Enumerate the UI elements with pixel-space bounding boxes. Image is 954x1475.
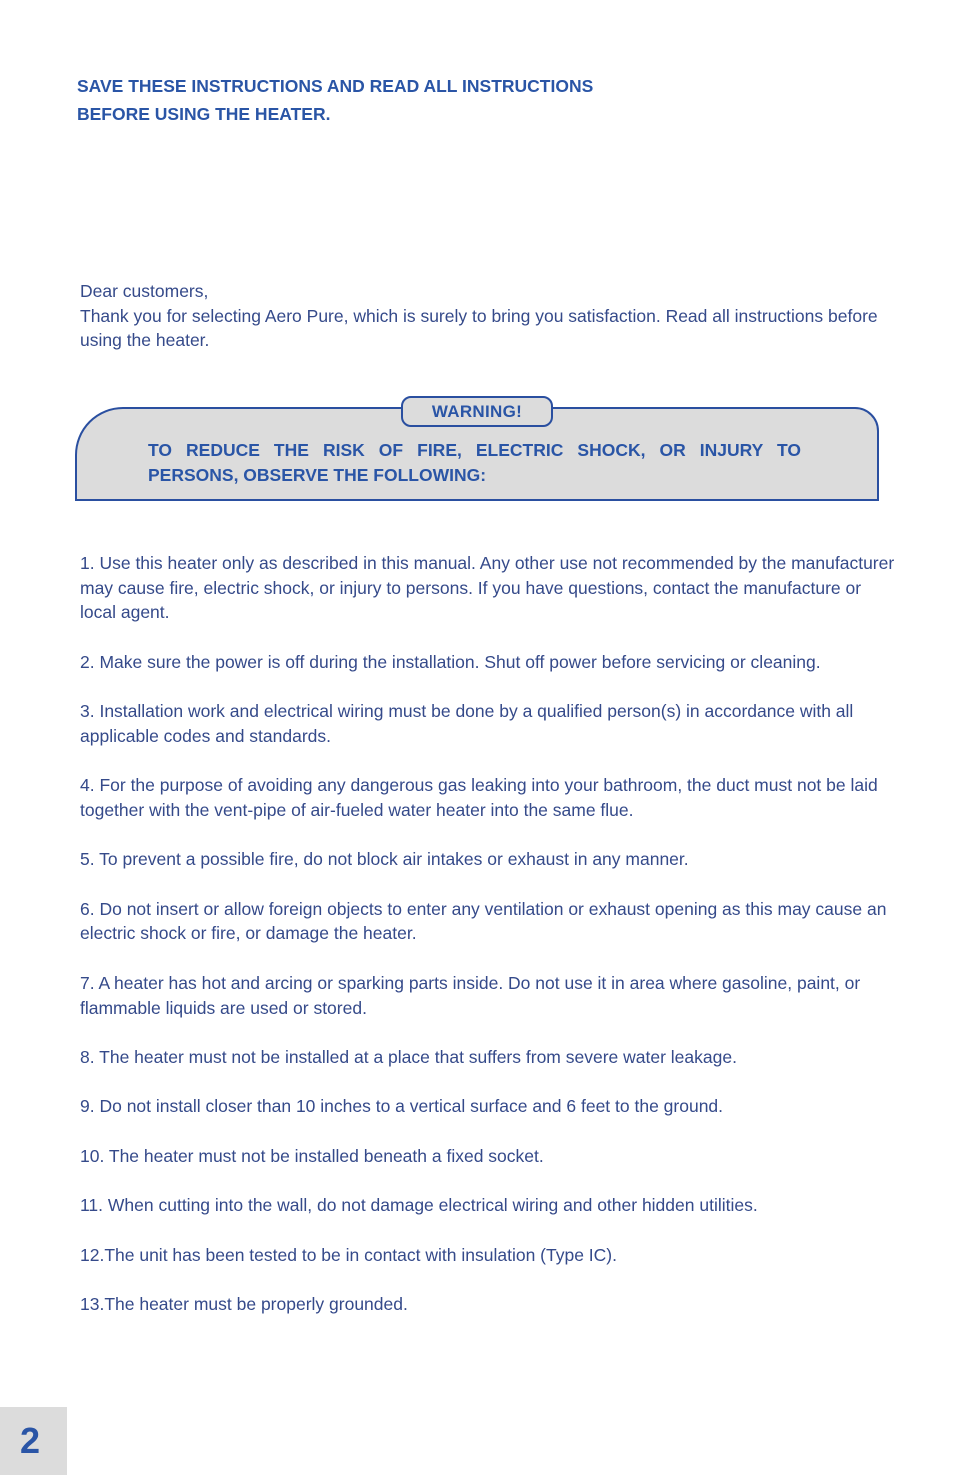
intro-body: Thank you for selecting Aero Pure, which is surely to bring you satisfaction. Read all instructions before using the heater. bbox=[80, 305, 878, 351]
page-number: 2 bbox=[19, 1420, 41, 1461]
instruction-item-8: 8. The heater must not be installed at a place that suffers from severe water leakage. bbox=[80, 1046, 737, 1067]
header-line-1: SAVE THESE INSTRUCTIONS AND READ ALL INSTRUCTIONS bbox=[77, 76, 594, 96]
instruction-item-9: 9. Do not install closer than 10 inches to a vertical surface and 6 feet to the ground. bbox=[80, 1096, 724, 1117]
instruction-item-5: 5. To prevent a possible fire, do not block air intakes or exhaust in any manner. bbox=[80, 849, 689, 870]
intro-section bbox=[80, 279, 900, 353]
header-line-2: BEFORE USING THE HEATER. bbox=[77, 104, 331, 124]
instruction-list bbox=[80, 551, 895, 1341]
intro-greeting: Dear customers, bbox=[80, 281, 209, 301]
instruction-item-7: 7. A heater has hot and arcing or sparking parts inside. Do not use it in area where gasoline, paint, or flammable liquids are used or stored. bbox=[80, 972, 861, 1018]
instruction-item-11: 11. When cutting into the wall, do not damage electrical wiring and other hidden utilities. bbox=[80, 1195, 758, 1216]
instruction-item-10: 10. The heater must not be installed beneath a fixed socket. bbox=[80, 1145, 544, 1166]
warning-text: TO REDUCE THE RISK OF FIRE, ELECTRIC SHOCK, OR INJURY TO PERSONS, OBSERVE THE FOLLOWING: bbox=[148, 440, 801, 485]
instruction-item-6: 6. Do not insert or allow foreign objects to enter any ventilation or exhaust opening as this may cause an electric shock or fire, or damage the heater. bbox=[80, 898, 887, 944]
instruction-item-4: 4. For the purpose of avoiding any dangerous gas leaking into your bathroom, the duct must not be laid together with the vent-pipe of air-fueled water heater into the same flue. bbox=[80, 775, 878, 820]
instruction-item-13: 13.The heater must be properly grounded. bbox=[80, 1293, 408, 1314]
instruction-item-1: 1. Use this heater only as described in this manual. Any other use not recommended by the manufacturer may cause fire, electric shock, or injury to persons. If you have questions, contact the manufacture or local agent. bbox=[80, 553, 895, 623]
instruction-item-2: 2. Make sure the power is off during the installation. Shut off power before servicing or cleaning. bbox=[80, 651, 821, 672]
instruction-item-3: 3. Installation work and electrical wiring must be done by a qualified person(s) in accordance with all applicable codes and standards. bbox=[80, 701, 854, 746]
instruction-item-12: 12.The unit has been tested to be in contact with insulation (Type IC). bbox=[80, 1244, 617, 1265]
header-notice bbox=[77, 72, 593, 128]
page-number-box bbox=[0, 1407, 67, 1475]
warning-tab-label: WARNING! bbox=[401, 396, 553, 427]
